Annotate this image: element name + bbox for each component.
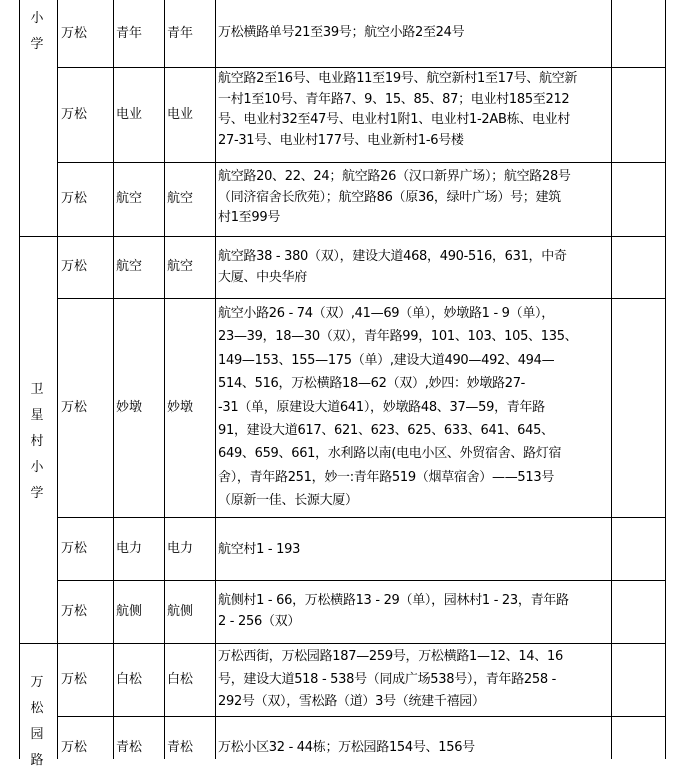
station-text: 妙墩 — [167, 399, 194, 415]
district-text: 万松 — [61, 259, 88, 274]
school-char: 学 — [30, 486, 44, 501]
station-cell — [167, 580, 193, 643]
station-cell — [167, 162, 193, 236]
station-text: 青松 — [167, 740, 194, 755]
station-text: 航侧 — [167, 603, 194, 619]
district-text: 万松 — [61, 25, 88, 41]
district-text: 万松 — [61, 540, 88, 556]
community-cell — [116, 162, 142, 236]
community-cell — [116, 236, 142, 298]
school-char: 卫 — [30, 382, 44, 397]
community-text: 航空 — [116, 259, 143, 274]
address-cell: 航侧村1 - 66，万松横路13 - 29（单），园林村1 - 23，青年路 2 - 256（双） — [218, 593, 569, 629]
district-cell — [61, 236, 87, 298]
station-text: 电业 — [167, 106, 194, 122]
community-text: 航侧 — [116, 603, 143, 619]
school-name — [22, 377, 52, 507]
community-text: 电力 — [116, 540, 143, 556]
community-text: 青年 — [116, 25, 143, 41]
grid-line — [164, 0, 165, 759]
community-cell — [116, 298, 142, 517]
school-name — [22, 6, 52, 58]
station-cell — [167, 738, 193, 758]
station-text: 航空 — [167, 191, 194, 206]
school-char: 松 — [30, 701, 44, 716]
community-text: 青松 — [116, 740, 143, 755]
station-cell — [167, 67, 193, 162]
district-cell — [61, 580, 87, 643]
station-cell — [167, 517, 193, 580]
school-char: 小 — [30, 460, 44, 475]
station-text: 航空 — [167, 259, 194, 274]
school-char: 小 — [30, 11, 44, 26]
station-cell — [167, 236, 193, 298]
grid-line — [215, 0, 216, 759]
station-cell — [167, 298, 193, 517]
district-cell — [61, 298, 87, 517]
address-cell: 航空路38 - 380（双），建设大道468，490-516，631，中奇 大厦、中央华府 — [218, 249, 567, 285]
community-cell — [116, 67, 142, 162]
district-text: 万松 — [61, 671, 88, 687]
community-text: 妙墩 — [116, 399, 143, 415]
community-cell — [116, 517, 142, 580]
district-cell — [61, 517, 87, 580]
station-text: 电力 — [167, 540, 194, 556]
grid-line — [665, 0, 666, 759]
grid-line — [57, 162, 666, 163]
grid-line — [57, 716, 666, 717]
station-cell — [167, 0, 193, 67]
grid-line — [19, 0, 20, 759]
community-text: 电业 — [116, 106, 143, 122]
station-cell — [167, 643, 193, 716]
grid-line — [57, 580, 666, 581]
station-text: 白松 — [167, 671, 194, 687]
school-char: 村 — [30, 434, 44, 449]
address-cell: 航空路2至16号、电业路11至19号、航空新村1至17号、航空新 一村1至10号、青年路7、9、15、85、87；电业村185至212 号、电业村32至47号、电业村1附1、电业村1-2AB栋、电业村 27-31号、电业村177号、电业新村1-6号楼 — [218, 71, 578, 148]
district-cell — [61, 643, 87, 716]
district-text: 万松 — [61, 191, 88, 206]
community-cell — [116, 580, 142, 643]
school-char: 万 — [30, 675, 44, 690]
school-char: 园 — [30, 727, 44, 742]
school-char: 星 — [30, 408, 44, 423]
district-text: 万松 — [61, 740, 88, 755]
district-cell — [61, 0, 87, 67]
district-cell — [61, 738, 87, 758]
community-cell — [116, 0, 142, 67]
district-cell — [61, 162, 87, 236]
community-text: 白松 — [116, 671, 143, 687]
grid-line — [113, 0, 114, 759]
district-text: 万松 — [61, 399, 88, 415]
district-cell — [61, 67, 87, 162]
grid-line — [57, 67, 666, 68]
address-cell: 航空村1 - 193 — [218, 542, 301, 557]
school-name — [22, 670, 52, 774]
community-text: 航空 — [116, 191, 143, 206]
community-cell — [116, 738, 142, 758]
district-text: 万松 — [61, 603, 88, 619]
station-text: 青年 — [167, 25, 194, 41]
grid-line — [57, 298, 666, 299]
community-cell — [116, 643, 142, 716]
district-text: 万松 — [61, 106, 88, 122]
address-cell: 万松西街，万松园路187—259号，万松横路1—12、14、16 号，建设大道518 - 538号（同成广场538号），青年路258 - 292号（双），雪松路（道）3号（统建千禧园） — [218, 649, 563, 709]
address-cell: 万松小区32 - 44栋；万松园路154号、156号 — [218, 740, 475, 755]
address-cell: 航空路20、22、24；航空路26（汉口新界广场）；航空路28号 （同济宿舍长欣苑）；航空路86（原36，绿叶广场）号；建筑 村1至99号 — [218, 169, 571, 225]
address-cell: 航空小路26 - 74（双）,41—69（单），妙墩路1 - 9（单）， 23—39，18—30（双），青年路99，101、103、105、135、 149—153、155—175（单）,建设大道490—492、494— 514、516，万松横路18—62（双）,妙四：妙墩路27- -31（单，原建设大道641），妙墩路48、37—59，青年路 91，建设大道617、621、623、625、633、641、645、 649、659、661，水利路以南(电电小区、外贸宿舍、路灯宿 舍），青年路251，妙一:青年路519（烟草宿舍）——513号 （原新一佳、长源大厦） — [218, 306, 578, 509]
school-char: 路 — [30, 753, 44, 768]
address-cell: 万松横路单号21至39号；航空小路2至24号 — [218, 25, 465, 40]
grid-line — [57, 517, 666, 518]
grid-line — [57, 0, 58, 759]
school-char: 学 — [30, 37, 44, 52]
